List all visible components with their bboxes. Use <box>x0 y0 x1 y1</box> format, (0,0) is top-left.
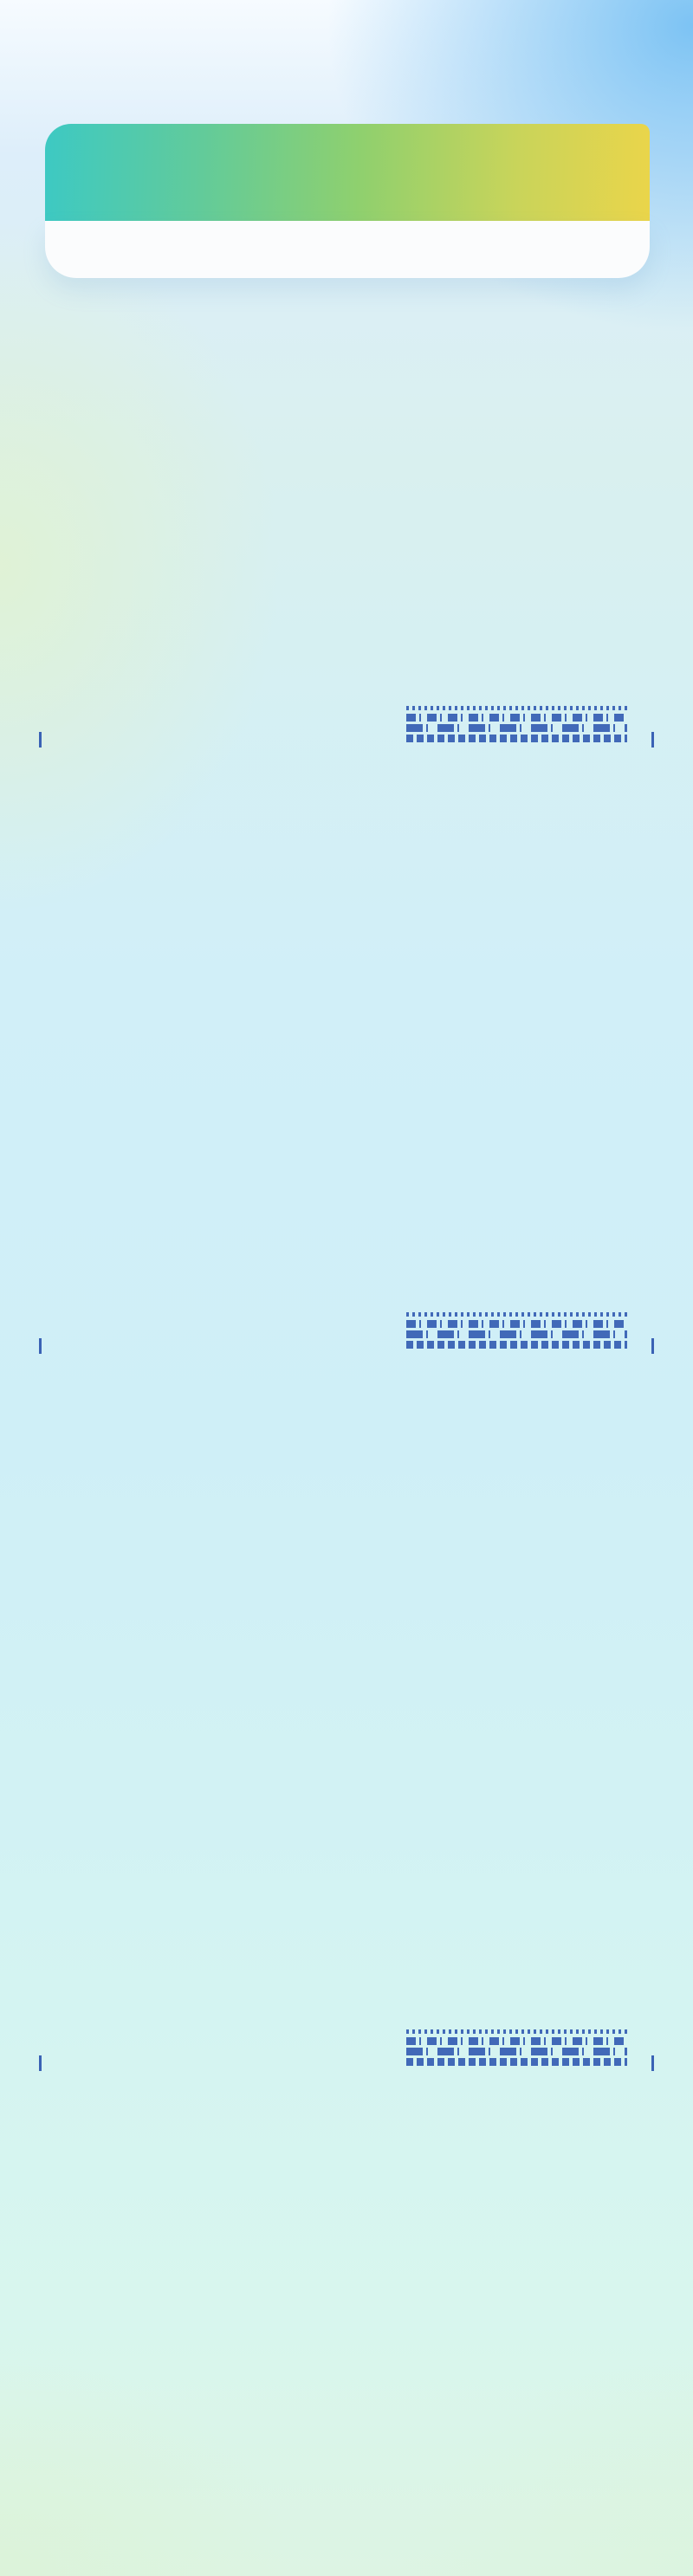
header-banner <box>45 124 650 221</box>
section-2-body <box>39 1338 654 1354</box>
intro-card <box>45 221 650 278</box>
section-1-body <box>39 732 654 748</box>
section-1-heading <box>64 601 608 641</box>
section-3-body <box>39 2055 654 2071</box>
section-3-heading <box>64 1906 608 1945</box>
barcode-icon <box>406 706 627 746</box>
barcode-icon <box>406 2029 627 2069</box>
section-1-box <box>39 732 654 748</box>
section-3-box <box>39 2055 654 2071</box>
barcode-icon <box>406 1312 627 1352</box>
section-2-heading <box>64 1206 608 1246</box>
section-2-box <box>39 1338 654 1354</box>
